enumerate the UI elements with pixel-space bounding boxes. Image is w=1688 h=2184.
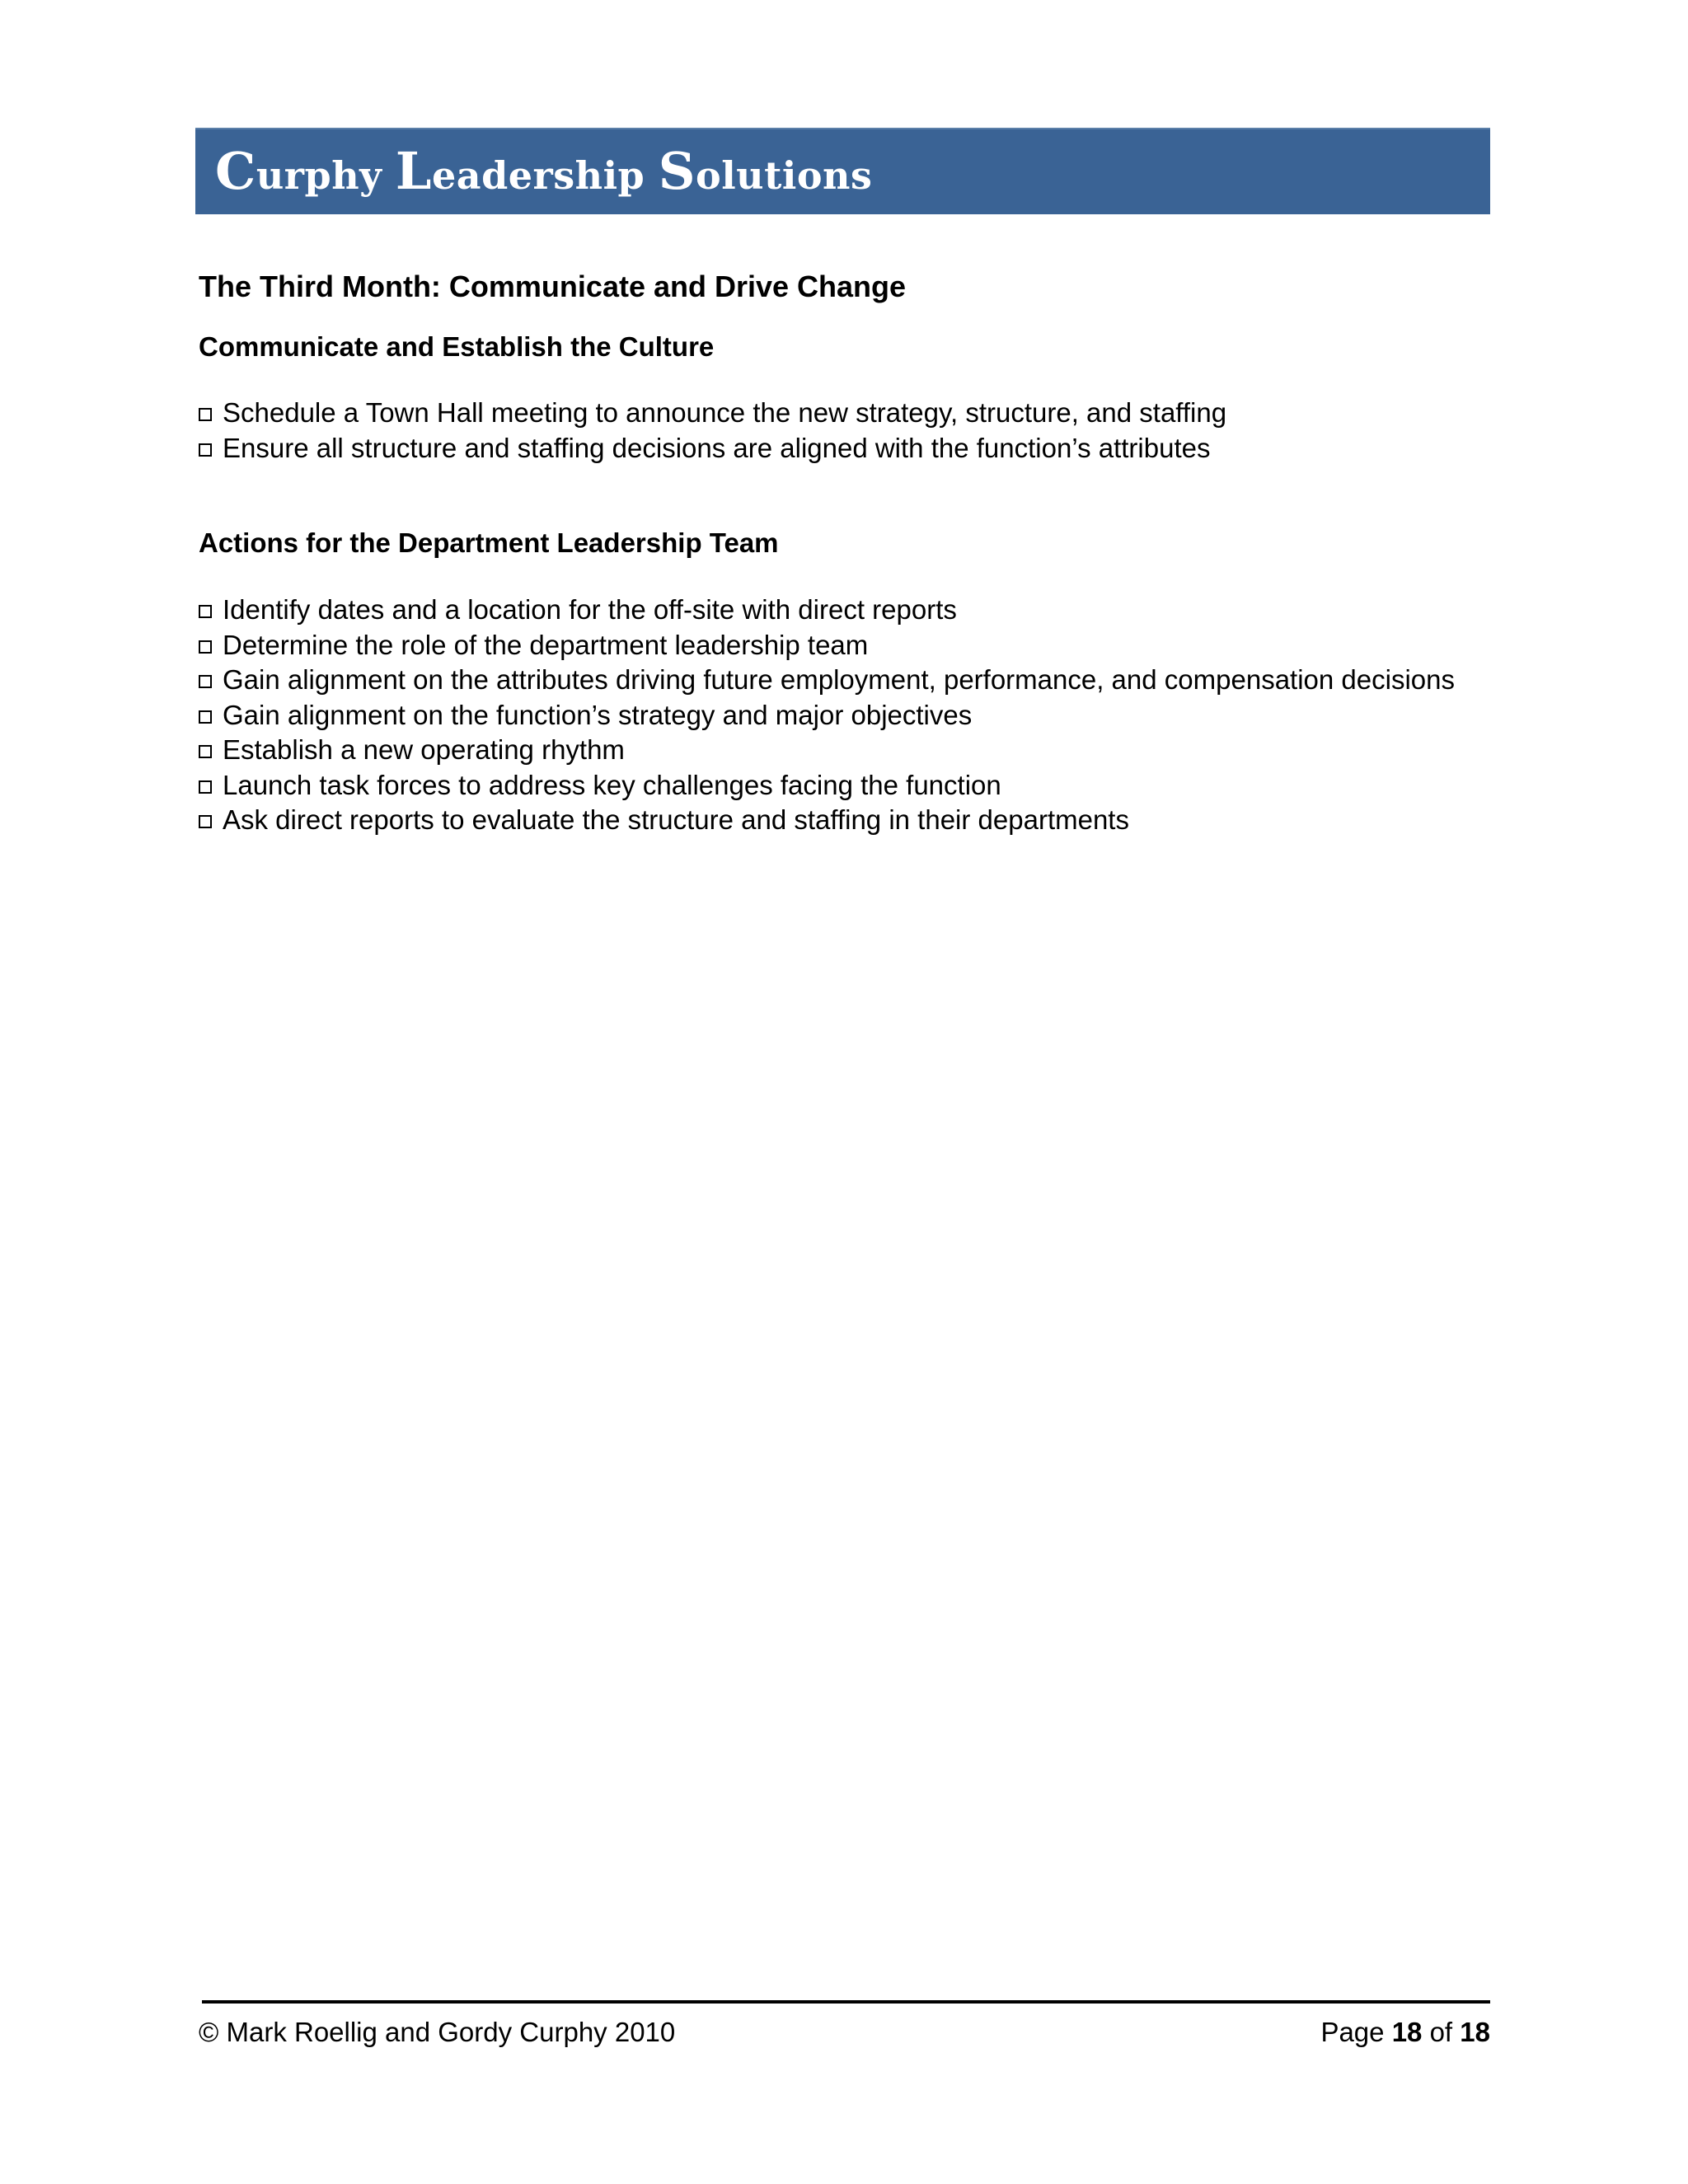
checklist-item [199, 768, 1455, 804]
checklist-item-text: Gain alignment on the attributes driving future employment, performance, and compensation decisions [223, 664, 1455, 695]
current-page: 18 [1391, 2017, 1423, 2047]
logo-wordmark [215, 141, 873, 201]
section-heading-culture: Communicate and Establish the Culture [199, 331, 715, 362]
checkbox-icon[interactable] [199, 605, 212, 618]
checklist-item [199, 431, 1226, 466]
checklist-item [199, 698, 1455, 733]
logo-word-1: Curphy [215, 141, 382, 201]
checkbox-icon[interactable] [199, 640, 212, 654]
logo-word-2: Leadership [395, 141, 645, 201]
checklist-item [199, 628, 1455, 663]
checkbox-icon[interactable] [199, 710, 212, 724]
header-banner [195, 128, 1490, 214]
checklist-item [199, 593, 1455, 628]
checklist-item-text: Ask direct reports to evaluate the structure and staffing in their departments [223, 804, 1129, 835]
page-number: Page 18 of 18 [1320, 2017, 1490, 2047]
checklist-item-text: Identify dates and a location for the off-site with direct reports [223, 594, 957, 625]
checklist-item [199, 733, 1455, 768]
checklist-item [199, 803, 1455, 838]
checklist-item-text: Schedule a Town Hall meeting to announce the new strategy, structure, and staffing [223, 397, 1227, 428]
total-pages: 18 [1460, 2017, 1490, 2047]
checklist-item-text: Determine the role of the department leadership team [223, 629, 869, 660]
checklist-item [199, 396, 1226, 431]
checkbox-icon[interactable] [199, 780, 212, 794]
checklist-item-text: Gain alignment on the function’s strategy and major objectives [223, 699, 973, 730]
checkbox-icon[interactable] [199, 675, 212, 688]
checkbox-icon[interactable] [199, 745, 212, 758]
checklist-item [199, 663, 1455, 698]
section-heading-leadership-team: Actions for the Department Leadership Team [199, 527, 779, 558]
copyright-notice: © Mark Roellig and Gordy Curphy 2010 [199, 2017, 676, 2047]
checklist-item-text: Launch task forces to address key challenges facing the function [223, 769, 1001, 800]
checklist-item-text: Establish a new operating rhythm [223, 734, 625, 765]
logo-word-3: Solutions [658, 141, 873, 201]
footer-divider [202, 2000, 1490, 2004]
checkbox-icon[interactable] [199, 443, 212, 457]
checkbox-icon[interactable] [199, 815, 212, 828]
page-title: The Third Month: Communicate and Drive Change [199, 269, 907, 303]
checklist-item-text: Ensure all structure and staffing decisions are aligned with the function’s attributes [223, 432, 1211, 463]
checklist-culture [199, 396, 1226, 466]
checklist-leadership-team [199, 593, 1455, 838]
checkbox-icon[interactable] [199, 408, 212, 421]
